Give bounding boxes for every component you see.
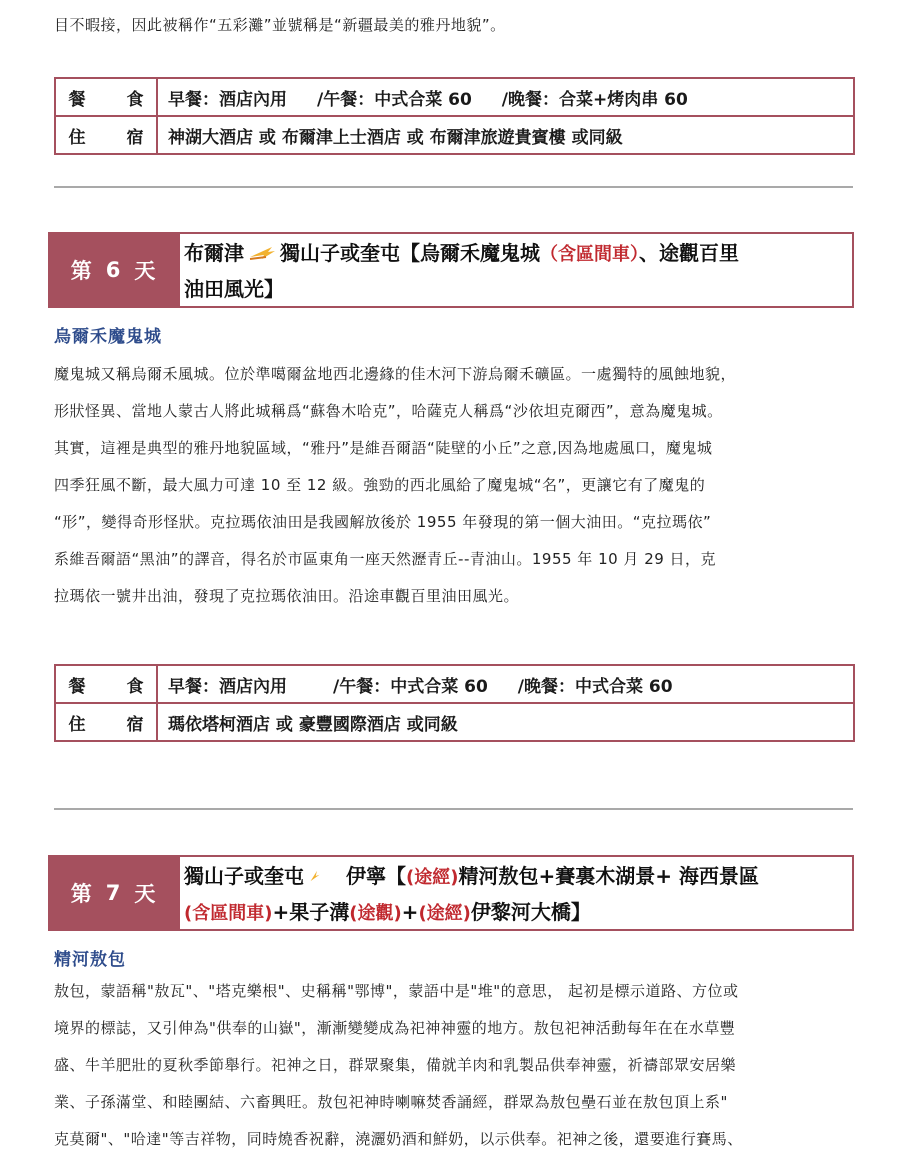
paragraph-line: 四季狂風不斷，最大風力可達 10 至 12 級。強勁的西北風給了魔鬼城“名”，更讓它有了魔鬼的 <box>54 476 706 494</box>
paragraph-line: 敖包，蒙語稱"敖瓦"、"塔克樂根"、史稱稱"鄂博"，蒙語中是"堆"的意思， 起初是標示道路、方位或 <box>54 982 739 1000</box>
day5-info-table <box>54 77 855 155</box>
title-part: 精河敖包+賽裏木湖景+ 海西景區 <box>458 864 759 888</box>
title-part: 獨山子或奎屯 <box>184 864 304 888</box>
day7-badge <box>48 855 180 931</box>
day6-info-table <box>54 664 855 742</box>
stay-label: 住 宿 <box>55 703 157 741</box>
section-divider <box>54 808 853 810</box>
paragraph-line: 境界的標誌，又引伸為"供奉的山嶽"，漸漸變變成為祀神神靈的地方。敖包祀神活動每年在在水草豐 <box>54 1019 736 1037</box>
paragraph-line: 拉瑪依一號井出油，發現了克拉瑪依油田。沿途車觀百里油田風光。 <box>54 587 520 605</box>
stay-value: 神湖大酒店 或 布爾津上士酒店 或 布爾津旅遊貴賓樓 或同級 <box>157 116 854 154</box>
plane-icon <box>248 239 276 259</box>
stay-row <box>55 116 854 154</box>
title-part: 獨山子或奎屯【烏爾禾魔鬼城 <box>280 241 540 265</box>
meal-value <box>157 78 854 116</box>
day7-header <box>48 855 854 931</box>
section-divider <box>54 186 853 188</box>
breakfast-text: 早餐：酒店內用 <box>168 89 287 110</box>
dinner-text: /晚餐：中式合菜 60 <box>517 676 673 697</box>
day6-paragraph <box>54 356 854 615</box>
title-part: +果子溝 <box>272 900 350 924</box>
day-suffix: 天 <box>134 882 158 906</box>
title-part: + <box>401 900 419 924</box>
title-red: (途觀) <box>349 903 402 924</box>
meal-label: 餐 食 <box>55 78 157 116</box>
lunch-text: /午餐：中式合菜 60 <box>333 676 488 697</box>
stay-label: 住 宿 <box>55 116 157 154</box>
title-red: （含區間車） <box>540 244 639 265</box>
day-prefix: 第 <box>70 882 94 906</box>
plane-icon <box>308 862 326 882</box>
day6-header <box>48 232 854 308</box>
meal-row <box>55 78 854 116</box>
title-part: 、途觀百里 <box>639 241 739 265</box>
meal-value <box>157 665 854 703</box>
title-red: (途經) <box>406 867 459 888</box>
paragraph-line: 形狀怪異、當地人蒙古人將此城稱爲“蘇魯木哈克”，哈薩克人稱爲“沙依坦克爾西”，意為魔鬼城。 <box>54 402 723 420</box>
title-part: 伊寧【 <box>346 864 406 888</box>
lunch-text: /午餐：中式合菜 60 <box>317 89 472 110</box>
title-red: (途經) <box>418 903 471 924</box>
day-suffix: 天 <box>134 259 158 283</box>
intro-text: 目不暇接，因此被稱作“五彩灘”並號稱是“新疆最美的雅丹地貌”。 <box>54 16 506 34</box>
stay-value: 瑪依塔柯酒店 或 豪豐國際酒店 或同級 <box>157 703 854 741</box>
stay-row <box>55 703 854 741</box>
title-part: 伊黎河大橋】 <box>470 900 591 924</box>
day6-title <box>184 236 846 306</box>
title-red: (含區間車) <box>184 903 273 924</box>
day-prefix: 第 <box>70 259 94 283</box>
paragraph-line: 業、子孫滿堂、和睦團結、六畜興旺。敖包祀神時喇嘛焚香誦經，群眾為敖包壘石並在敖包頂上系" <box>54 1093 728 1111</box>
day-number: 7 <box>105 881 123 905</box>
paragraph-line: “形”，變得奇形怪狀。克拉瑪依油田是我國解放後於 1955 年發現的第一個大油田。“克拉瑪依” <box>54 513 712 531</box>
section-heading: 烏爾禾魔鬼城 <box>54 327 162 347</box>
dinner-text: /晚餐：合菜+烤肉串 60 <box>501 89 688 110</box>
day6-badge <box>48 232 180 308</box>
title-part: 油田風光】 <box>184 277 284 301</box>
paragraph-line: 其實，這裡是典型的雅丹地貌區域，“雅丹”是維吾爾語“陡壁的小丘”之意,因為地處風口，魔鬼城 <box>54 439 713 457</box>
title-part: 布爾津 <box>184 241 244 265</box>
meal-label: 餐 食 <box>55 665 157 703</box>
meal-row <box>55 665 854 703</box>
day7-title <box>184 859 846 931</box>
day-number: 6 <box>105 258 123 282</box>
paragraph-line: 盛、牛羊肥壯的夏秋季節舉行。祀神之日，群眾聚集，備就羊肉和乳製品供奉神靈，祈禱部眾安居樂 <box>54 1056 737 1074</box>
paragraph-line: 克莫爾"、"哈達"等吉祥物，同時燒香祝辭，澆灑奶酒和鮮奶，以示供奉。祀神之後，還要進行賽馬、 <box>54 1130 743 1148</box>
paragraph-line: 系維吾爾語“黑油”的譯音，得名於市區東角一座天然瀝青丘--青油山。1955 年 10 月 29 日，克 <box>54 550 717 568</box>
breakfast-text: 早餐：酒店內用 <box>168 676 287 697</box>
paragraph-line: 魔鬼城又稱烏爾禾風城。位於準噶爾盆地西北邊緣的佳木河下游烏爾禾礦區。一處獨特的風蝕地貌， <box>54 365 737 383</box>
section-heading: 精河敖包 <box>54 950 126 970</box>
day7-paragraph <box>54 973 854 1158</box>
